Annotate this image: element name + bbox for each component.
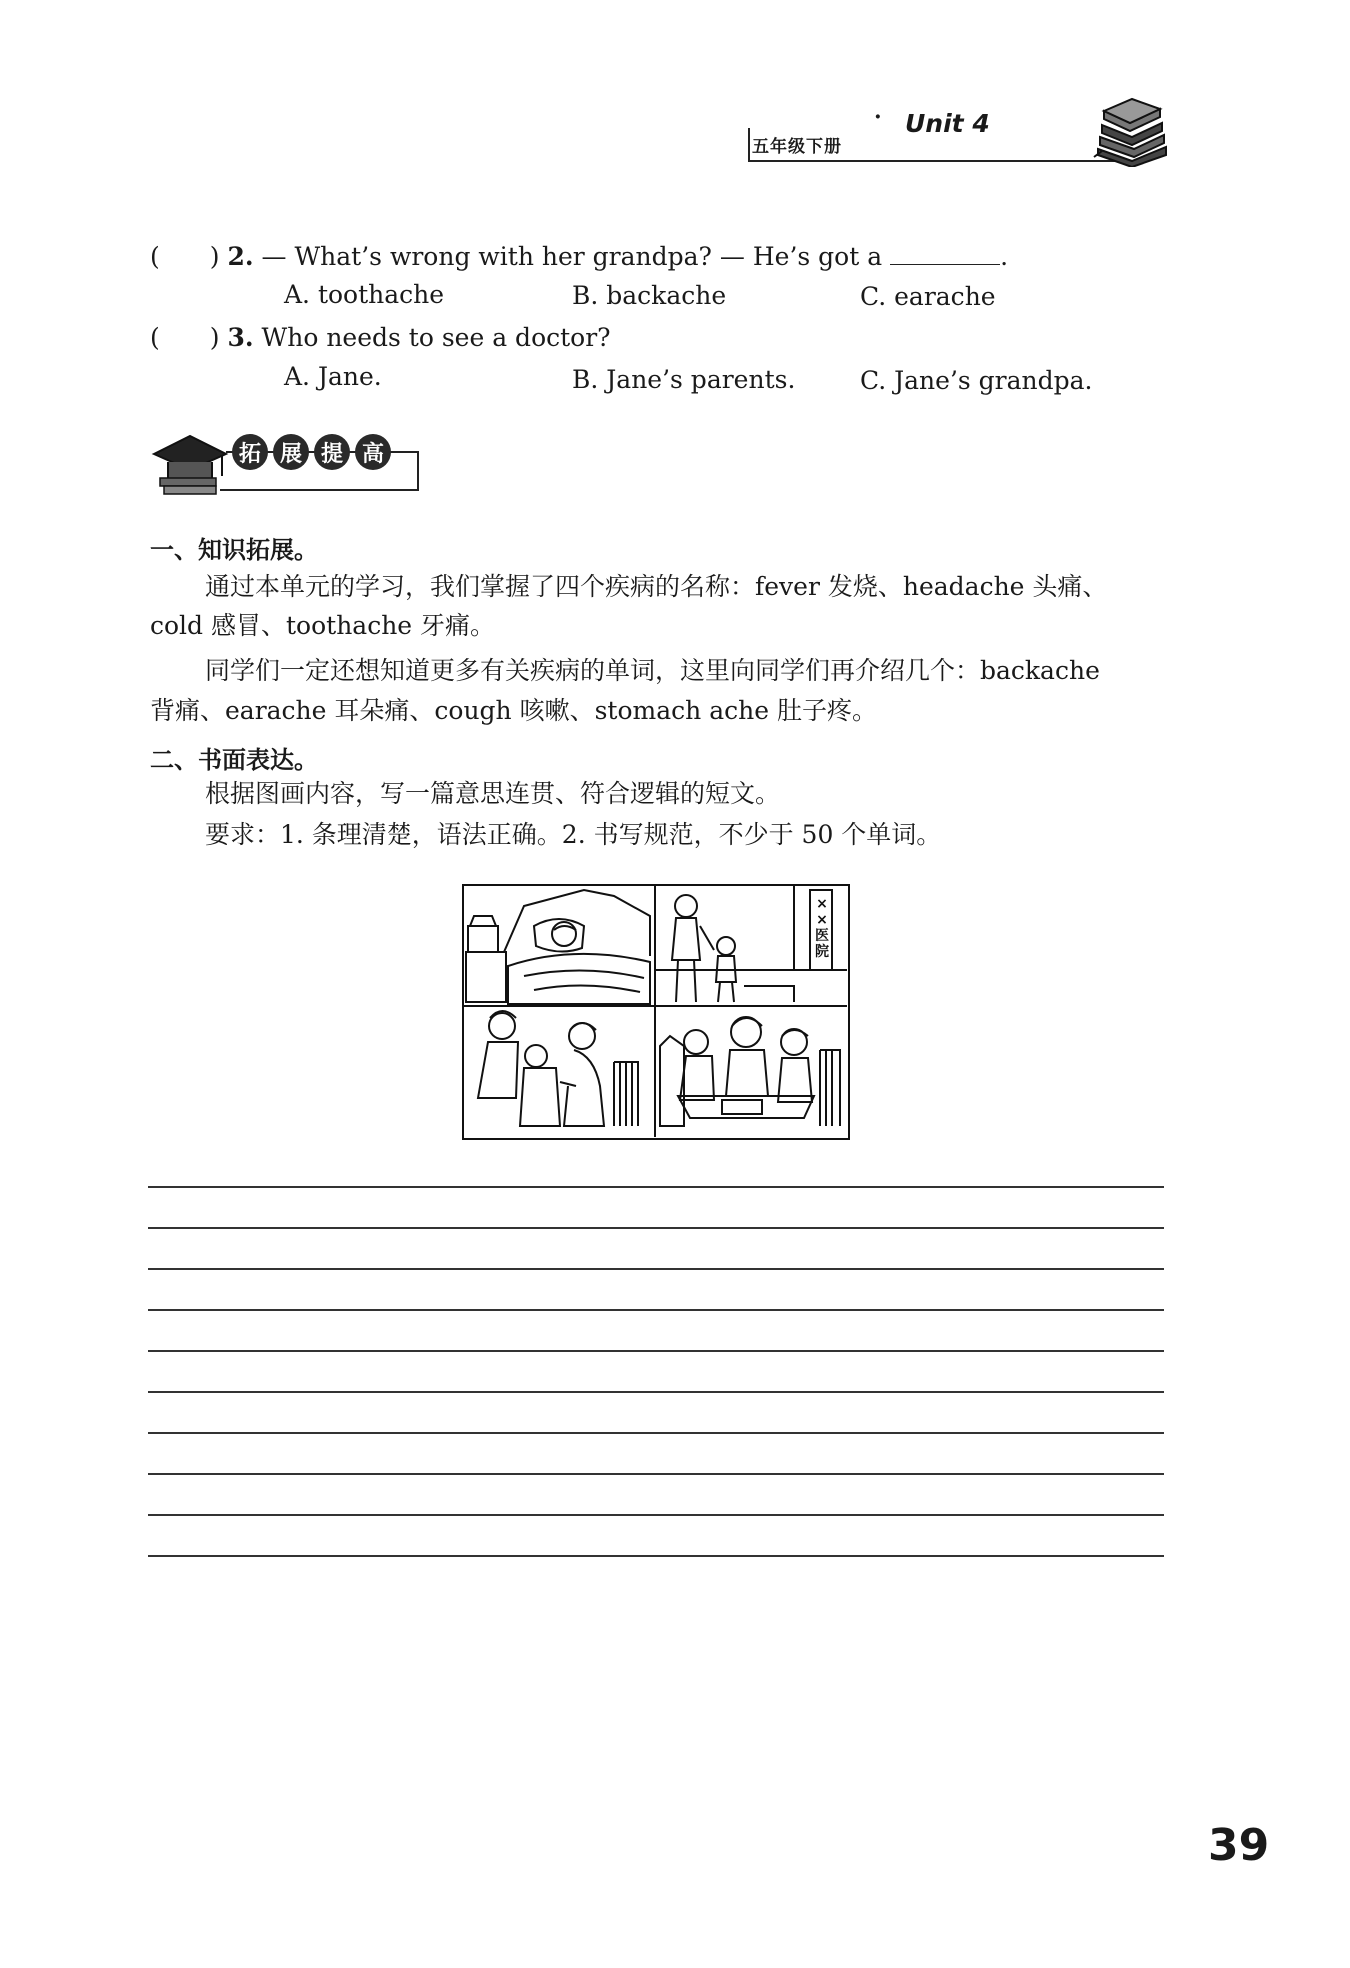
page-number: 39 xyxy=(1208,1820,1270,1871)
unit-title: Unit 4 xyxy=(905,109,990,138)
part1-line: 背痛、earache 耳朵痛、cough 咳嗽、stomach ache 肚子疼。 xyxy=(150,696,877,725)
option-b: B. Jane’s parents. xyxy=(572,365,796,394)
panel-sick-in-bed xyxy=(466,890,650,1004)
writing-line[interactable] xyxy=(148,1555,1164,1557)
option-a: A. toothache xyxy=(284,280,445,309)
badge-char: 提 xyxy=(314,434,350,470)
writing-line[interactable] xyxy=(148,1227,1164,1229)
option-a: A. Jane. xyxy=(284,362,382,391)
header-rule xyxy=(748,160,1148,162)
writing-line[interactable] xyxy=(148,1350,1164,1352)
question-number: 3. xyxy=(227,323,254,352)
part2-line: 要求：1. 条理清楚，语法正确。2. 书写规范，不少于 50 个单词。 xyxy=(205,820,942,849)
writing-line[interactable] xyxy=(148,1268,1164,1270)
books-icon xyxy=(1092,95,1172,167)
question-stem-end: . xyxy=(1000,242,1009,271)
header-rule-vertical xyxy=(748,128,750,162)
panel-family-table xyxy=(660,1017,840,1126)
answer-blank[interactable] xyxy=(890,240,1000,265)
writing-line[interactable] xyxy=(148,1309,1164,1311)
hospital-sign: ××医院 xyxy=(815,896,829,960)
part1-line: 通过本单元的学习，我们掌握了四个疾病的名称：fever 发烧、headache 头痛、 xyxy=(205,572,1108,601)
badge-char: 拓 xyxy=(232,434,268,470)
panel-doctor-exam xyxy=(478,1011,638,1126)
writing-line[interactable] xyxy=(148,1186,1164,1188)
badge-char: 高 xyxy=(355,434,391,470)
option-b: B. backache xyxy=(572,281,727,310)
part1-line: 同学们一定还想知道更多有关疾病的单词，这里向同学们再介绍几个：backache xyxy=(205,656,1100,685)
writing-line[interactable] xyxy=(148,1473,1164,1475)
question-3 xyxy=(150,325,611,350)
grade-label: 五年级下册 xyxy=(752,137,842,157)
question-2 xyxy=(150,240,1008,269)
question-stem: — What’s wrong with her grandpa? — He’s got a xyxy=(261,242,883,271)
answer-bracket[interactable]: ( ) xyxy=(150,323,220,352)
question-stem: Who needs to see a doctor? xyxy=(261,323,611,352)
part1-line: cold 感冒、toothache 牙痛。 xyxy=(150,611,496,640)
header-separator: · xyxy=(874,104,882,130)
part2-heading: 二、书面表达。 xyxy=(150,746,318,774)
answer-bracket[interactable]: ( ) xyxy=(150,242,220,271)
question-number: 2. xyxy=(227,242,254,271)
writing-line[interactable] xyxy=(148,1514,1164,1516)
option-c: C. earache xyxy=(860,282,996,311)
badge-char: 展 xyxy=(273,434,309,470)
comic-illustration xyxy=(462,884,850,1140)
writing-line[interactable] xyxy=(148,1432,1164,1434)
writing-line[interactable] xyxy=(148,1391,1164,1393)
part2-line: 根据图画内容，写一篇意思连贯、符合逻辑的短文。 xyxy=(205,779,781,808)
option-c: C. Jane’s grandpa. xyxy=(860,366,1093,395)
part1-heading: 一、知识拓展。 xyxy=(150,536,318,564)
